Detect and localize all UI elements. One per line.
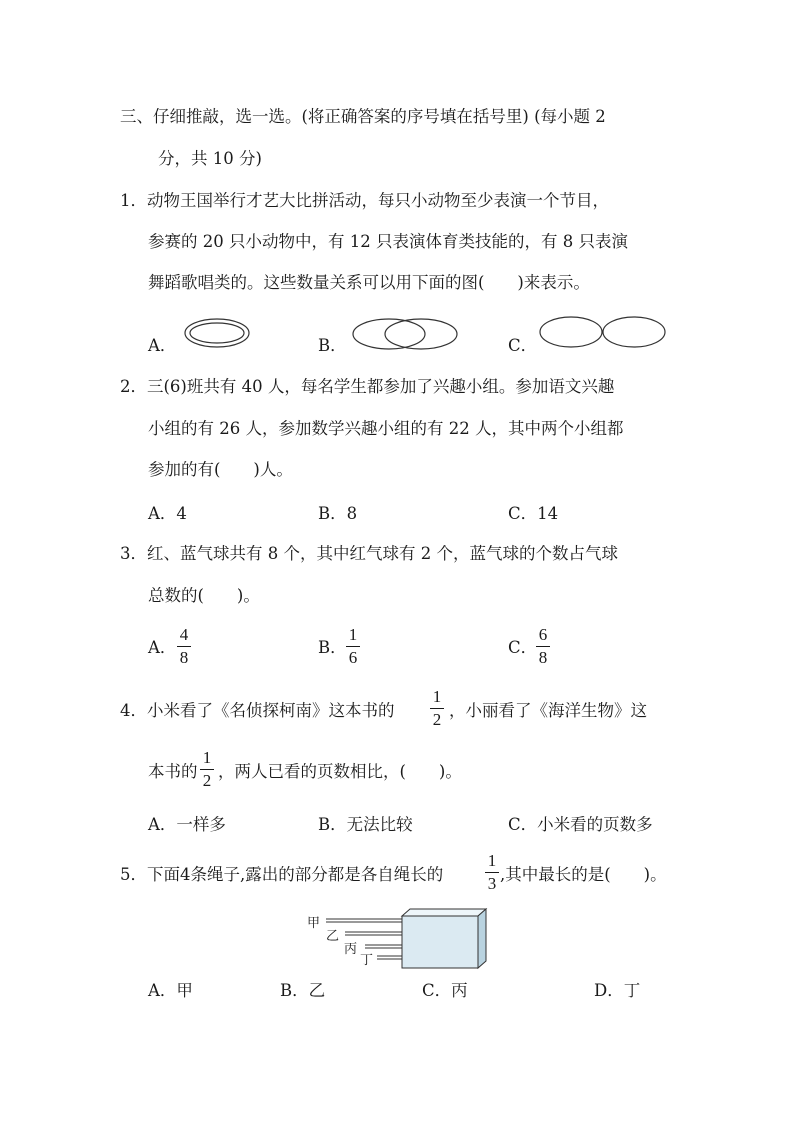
denominator: 8: [179, 648, 189, 667]
ropes-box-diagram: [305, 908, 495, 970]
q4-line-1a: 4．小米看了《名侦探柯南》这本书的: [120, 701, 395, 720]
q1-line-3: 舞蹈歌唱类的。这些数量关系可以用下面的图( )来表示。: [148, 273, 590, 292]
rope-label-yi: 乙: [326, 929, 340, 944]
nested-ellipses-diagram: [182, 316, 254, 352]
numerator: 1: [348, 625, 358, 644]
numerator: 1: [487, 851, 497, 870]
q3-option-c-label: C．: [508, 638, 538, 657]
q2-line-2: 小组的有 26 人，参加数学兴趣小组的有 22 人，其中两个小组都: [148, 419, 624, 438]
denominator: 2: [202, 771, 212, 790]
q2-option-c: C．14: [508, 504, 559, 523]
rope-label-ding: 丁: [360, 953, 374, 968]
q5-line-a: 5．下面4条绳子,露出的部分都是各自绳长的: [120, 865, 444, 884]
q5-option-a: A．甲: [148, 981, 193, 1000]
denominator: 8: [538, 648, 548, 667]
numerator: 1: [432, 687, 442, 706]
q4-option-c: C．小米看的页数多: [508, 815, 653, 834]
q1-line-2: 参赛的 20 只小动物中，有 12 只表演体育类技能的，有 8 只表演: [148, 232, 628, 251]
q3-option-a-label: A．: [148, 638, 177, 657]
q5-line-b: ,其中最长的是( )。: [500, 865, 667, 884]
q4-option-a: A．一样多: [148, 815, 226, 834]
rope-label-jia: 甲: [307, 916, 321, 931]
q2-line-3: 参加的有( )人。: [148, 460, 293, 479]
denominator: 2: [432, 710, 442, 729]
q5-fraction: [485, 852, 499, 892]
denominator: 6: [348, 648, 358, 667]
numerator: 4: [179, 625, 189, 644]
q4-line-1b: ，小丽看了《海洋生物》这: [449, 701, 647, 720]
q3-line-1: 3．红、蓝气球共有 8 个，其中红气球有 2 个，蓝气球的个数占气球: [120, 544, 618, 563]
q4-fraction-2: [200, 749, 214, 789]
q3-option-a-fraction: [177, 626, 191, 666]
q1-line-1: 1．动物王国举行才艺大比拼活动，每只小动物至少表演一个节目，: [120, 191, 609, 210]
q4-line-2b: ，两人已看的页数相比，( )。: [218, 762, 462, 781]
q1-option-a: A．: [148, 336, 177, 355]
q5-option-b: B．乙: [280, 981, 326, 1000]
q4-line-2a: 本书的: [148, 762, 198, 781]
rope-label-bing: 丙: [344, 942, 358, 957]
q3-option-b-label: B．: [318, 638, 347, 657]
q2-option-a: A．4: [148, 504, 187, 523]
q5-option-c: C．丙: [422, 981, 468, 1000]
q5-option-d: D．丁: [594, 981, 641, 1000]
q3-option-c-fraction: [536, 626, 550, 666]
denominator: 3: [487, 874, 497, 893]
q1-option-c: C．: [508, 336, 538, 355]
q3-option-b-fraction: [346, 626, 360, 666]
numerator: 1: [202, 748, 212, 767]
q3-line-2: 总数的( )。: [148, 586, 260, 605]
overlapping-ellipses-diagram: [350, 316, 460, 354]
q4-fraction-1: [430, 688, 444, 728]
q2-option-b: B．8: [318, 504, 358, 523]
q1-option-b: B．: [318, 336, 347, 355]
q2-line-1: 2．三(6)班共有 40 人，每名学生都参加了兴趣小组。参加语文兴趣: [120, 377, 615, 396]
q4-option-b: B．无法比较: [318, 815, 413, 834]
separate-ellipses-diagram: [537, 315, 671, 353]
section-title: 三、仔细推敲，选一选。(将正确答案的序号填在括号里) (每小题 2: [120, 107, 606, 126]
numerator: 6: [538, 625, 548, 644]
section-title-cont: 分，共 10 分): [158, 149, 262, 168]
